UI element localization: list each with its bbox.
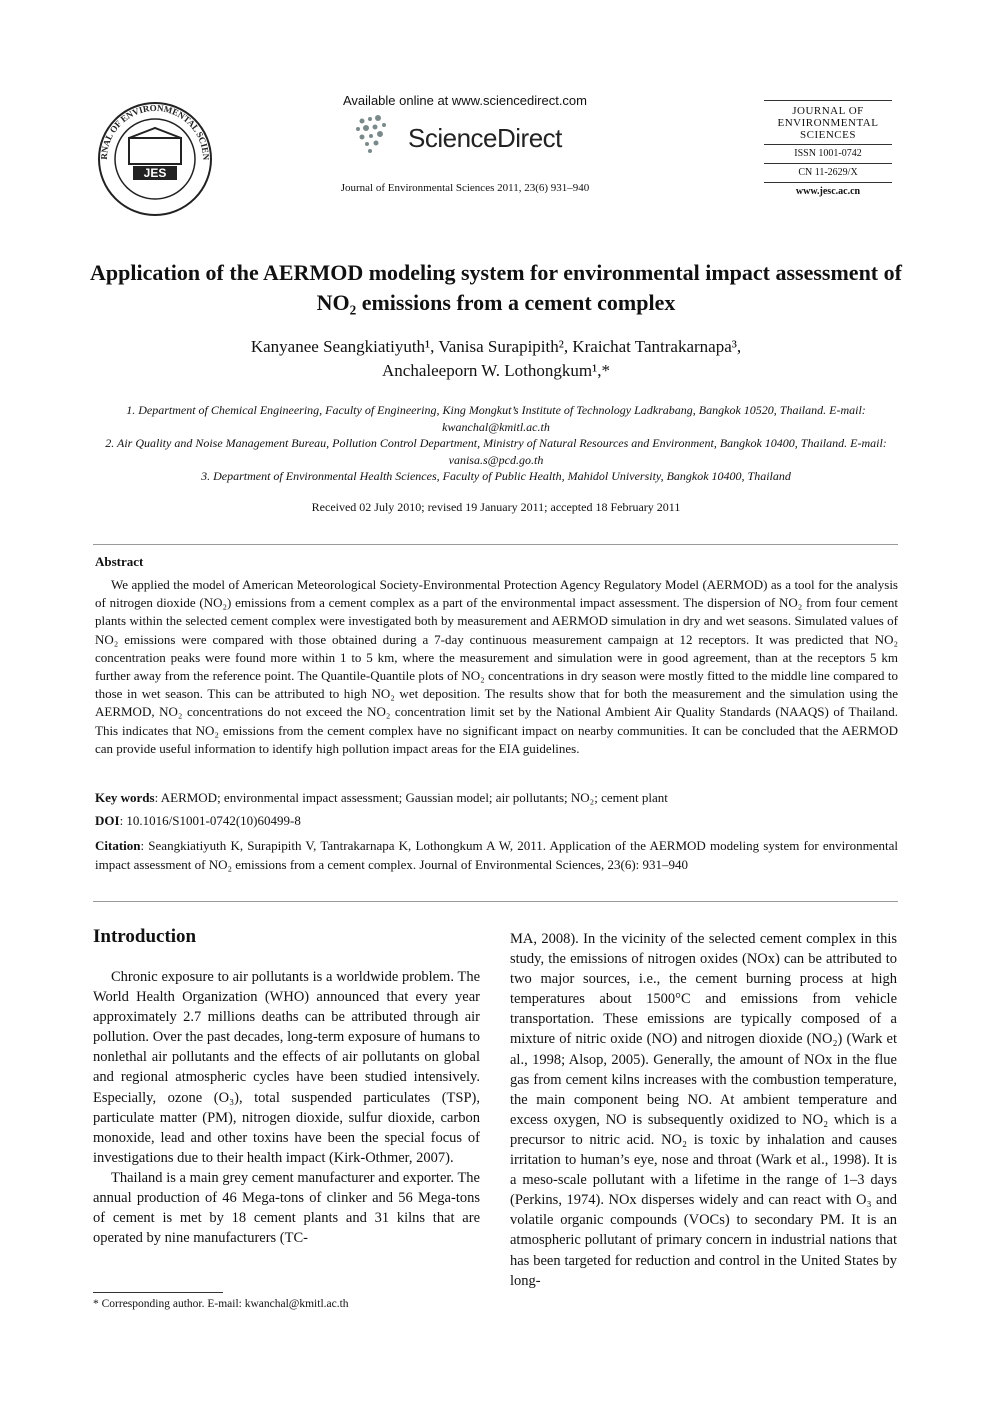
citation [95,837,898,874]
keywords-value: : AERMOD; environmental impact assessment; Gaussian model; air pollutants; NO₂; cement plant [154,790,668,805]
affiliation-1: 1. Department of Chemical Engineering, Faculty of Engineering, King Mongkut’s Institute of Technology Ladkrabang, Bangkok 10520, Thailand. E-mail: kwanchal@kmitl.ac.th [126,403,866,434]
intro-paragraph-2: Thailand is a main grey cement manufacturer and exporter. The annual production of 46 Mega-tons of clinker and 56 Mega-tons of cement is met by 18 cement plants and 31 kilns that are operated by nine manufacturers (TC- [93,1169,480,1247]
journal-seal-logo [93,100,217,218]
jes-line3: SCIENCES [800,129,856,141]
available-online-text: Available online at www.sciencedirect.com [343,93,587,108]
abstract-body: We applied the model of American Meteorological Society-Environmental Protection Agency Regulatory Model (AERMOD) as a tool for the analysis of nitrogen dioxide (NO₂) emissions from a cement complex as a part of the environmental impact assessment. The dispersion of NO₂ from four cement plants within the selected cement complex were investigated both by measurement and AERMOD simulation in dry and wet seasons. Simulated values of NO₂ emissions were compared with those obtained during a 7-day continuous measurement campaign at 12 receptors. It was predicted that NO₂ concentration peaks were found more within 1 to 5 km, where the measurement and simulation were in good agreement, than at the receptors 5 km further away from the reference point. The Quantile-Quantile plots of NO₂ concentrations in dry season were mostly fitted to the middle line compared to those in wet season. This can be attributed to high NO₂ wet deposition. The results show that for both the measurement and the simulation using the AERMOD, NO₂ concentrations do not exceed the NO₂ concentration limit set by the National Ambient Air Quality Standards (NAAQS) of Thailand. This indicates that NO₂ emissions from the cement complex have no significant impact on nearby communities. It can be concluded that the AERMOD can provide useful information to identify high pollution impact areas for the EIA guidelines. [95,577,898,756]
affiliations [95,402,897,485]
jes-cn: CN 11-2629/X [798,167,858,178]
keywords-label: Key words [95,790,155,805]
affiliation-3: 3. Department of Environmental Health Sciences, Faculty of Public Health, Mahidol University, Bangkok 10400, Thailand [201,469,791,483]
right-column [510,929,897,1291]
svg-text:JOURNAL OF ENVIRONMENTAL SCIEN [93,100,211,161]
seal-abbrev: JES [143,166,167,180]
received-dates: Received 02 July 2010; revised 19 January 2011; accepted 18 February 2011 [311,500,681,514]
authors-line-1: Kanyanee Seangkiatiyuth¹, Vanisa Surapipith², Kraichat Tantrakarnapa³, [250,337,742,356]
divider-bottom [93,901,898,902]
intro-paragraph-1: Chronic exposure to air pollutants is a worldwide problem. The World Health Organization (WHO) announced that every year approximately 2.7 millions deaths can be attributed through air pollution. Over the past decades, long-term exposure of humans to nonlethal air pollutants and the effects of air pollutants on global and regional atmospheric cycles have been studied intensively. Especially, ozone (O₃), total suspended particulates (TSP), particulate matter (PM), nitrogen dioxide, sulfur dioxide, carbon monoxide, lead and other toxins have been the special focus of investigations due to their health impact (Kirk-Othmer, 2007). [93,969,480,1166]
journal-masthead-box [764,100,892,198]
keywords [95,790,898,806]
footnote-rule [93,1292,223,1293]
doi-label: DOI [95,813,120,828]
abstract-heading: Abstract [95,554,144,569]
left-column [93,967,480,1248]
doi-value: : 10.1016/S1001-0742(10)60499-8 [119,813,301,828]
jes-url: www.jesc.ac.cn [795,186,861,197]
doi [95,813,898,829]
authors-line-2: Anchaleeporn W. Lothongkum¹,* [382,361,610,380]
citation-value: : Seangkiatiyuth K, Surapipith V, Tantrakarnapa K, Lothongkum A W, 2011. Application of the AERMOD modeling system for environmental impact assessment of NO₂ emissions from a cement complex. Journal of Environmental Sciences, 23(6): 931–940 [95,838,898,872]
divider-top [93,544,898,545]
citation-label: Citation [95,838,141,853]
author-list [90,335,902,383]
jes-line1: JOURNAL OF [792,105,864,117]
corresponding-author-footnote: * Corresponding author. E-mail: kwanchal@kmitl.ac.th [93,1298,349,1310]
affiliation-2: 2. Air Quality and Noise Management Bureau, Pollution Control Department, Ministry of Natural Resources and Environment, Bangkok 10400, Thailand. E-mail: vanisa.s@pcd.go.th [105,436,887,467]
seal-ring-text: RNAL OF ENVIRONMENTAL SCIEN [98,102,212,161]
jes-line2: ENVIRONMENTAL [777,117,879,129]
article-title: Application of the AERMOD modeling system for environmental impact assessment of NO₂ emissions from a cement complex [90,260,902,315]
jes-issn: ISSN 1001-0742 [794,148,862,159]
sciencedirect-wordmark: ScienceDirect [408,123,562,153]
intro-paragraph-3: MA, 2008). In the vicinity of the selected cement complex in this study, the emissions of nitrogen oxides (NOx) can be attributed to two major sources, i.e., the cement burning process at high temperatures about 1500°C and emissions from vehicle transportation. These emissions are typically composed of a mixture of nitric oxide (NO) and nitrogen dioxide (NO₂) (Wark et al., 1998; Alsop, 2005). Generally, the amount of NOx in the flue gas from cement kilns increases with the combustion temperature, the main component being NO. At ambient temperature and excess oxygen, NO is subsequently oxidized to NO₂ which is a precursor to nitric acid. NO₂ is toxic by inhalation and causes irritation to human’s eye, nose and throat (Wark et al., 1998). It is a meso-scale pollutant with a lifetime in the range of 1–3 days (Perkins, 1974). NOx disperses widely and can react with O₃ and volatile organic compounds (VOCs) to secondary PM. It is an atmospheric pollutant of primary concern in industrial nations that has been targeted for reduction and control in the United States by long- [510,931,897,1289]
journal-citation-line: Journal of Environmental Sciences 2011, 23(6) 931–940 [340,182,590,194]
introduction-heading: Introduction [93,926,197,947]
